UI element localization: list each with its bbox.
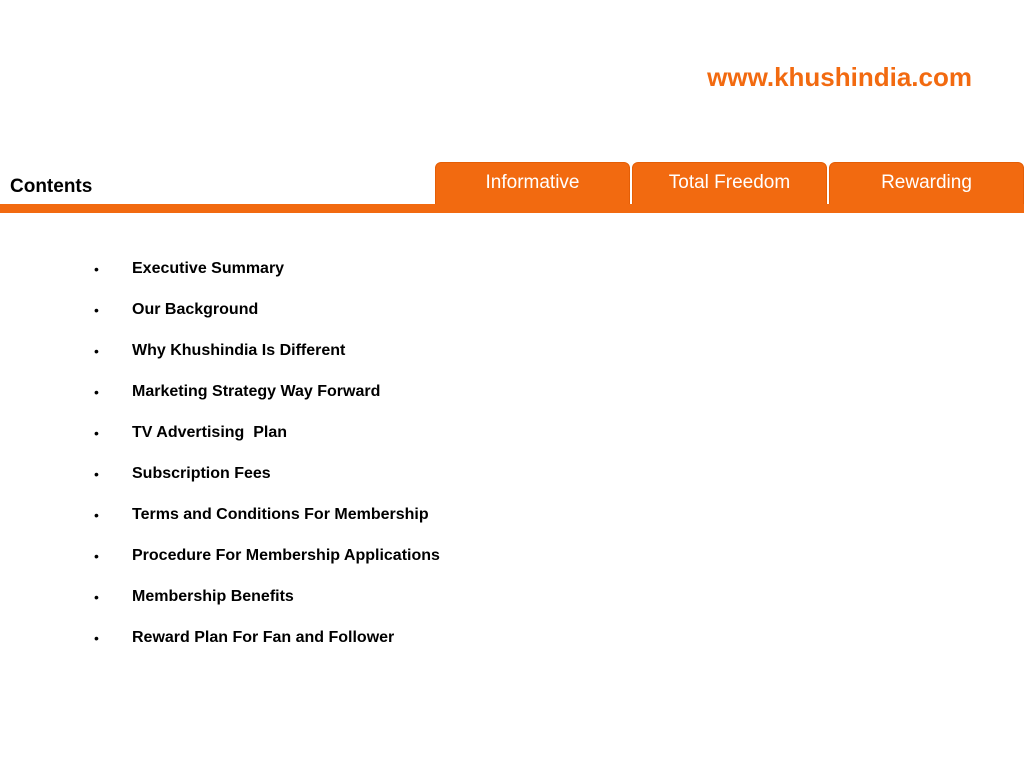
list-item-label: Membership Benefits (132, 587, 294, 605)
list-item-label: Why Khushindia Is Different (132, 341, 346, 359)
list-item (90, 412, 440, 453)
tab-rewarding[interactable]: Rewarding (829, 162, 1024, 206)
page-title: Contents (10, 176, 93, 197)
list-item-label: Executive Summary (132, 259, 285, 277)
list-item (90, 494, 440, 535)
list-item (90, 248, 440, 289)
list-item-label: Our Background (132, 300, 259, 318)
list-item-label: Reward Plan For Fan and Follower (132, 628, 395, 646)
tab-informative[interactable]: Informative (435, 162, 630, 206)
list-item (90, 371, 440, 412)
list-item-label: Marketing Strategy Way Forward (132, 382, 381, 400)
list-item (90, 453, 440, 494)
bullet-icon: • (94, 588, 99, 605)
bullet-icon: • (94, 383, 99, 400)
tab-total-freedom[interactable]: Total Freedom (632, 162, 827, 206)
bullet-icon: • (94, 547, 99, 564)
bullet-icon: • (94, 301, 99, 318)
bullet-icon: • (94, 424, 99, 441)
bullet-icon: • (94, 342, 99, 359)
list-item (90, 330, 440, 371)
bullet-icon: • (94, 260, 99, 277)
list-item (90, 289, 440, 330)
list-item-label: Procedure For Membership Applications (132, 546, 440, 564)
website-url: www.khushindia.com (707, 62, 972, 92)
list-item (90, 617, 440, 658)
list-item-label: TV Advertising Plan (132, 423, 287, 441)
list-item (90, 576, 440, 617)
bullet-icon: • (94, 506, 99, 523)
list-item-label: Terms and Conditions For Membership (132, 505, 429, 523)
tab-bar (435, 162, 1024, 206)
bullet-icon: • (94, 465, 99, 482)
list-item (90, 535, 440, 576)
contents-list (90, 248, 440, 658)
list-item-label: Subscription Fees (132, 464, 271, 482)
header-divider (0, 204, 1024, 213)
bullet-icon: • (94, 629, 99, 646)
